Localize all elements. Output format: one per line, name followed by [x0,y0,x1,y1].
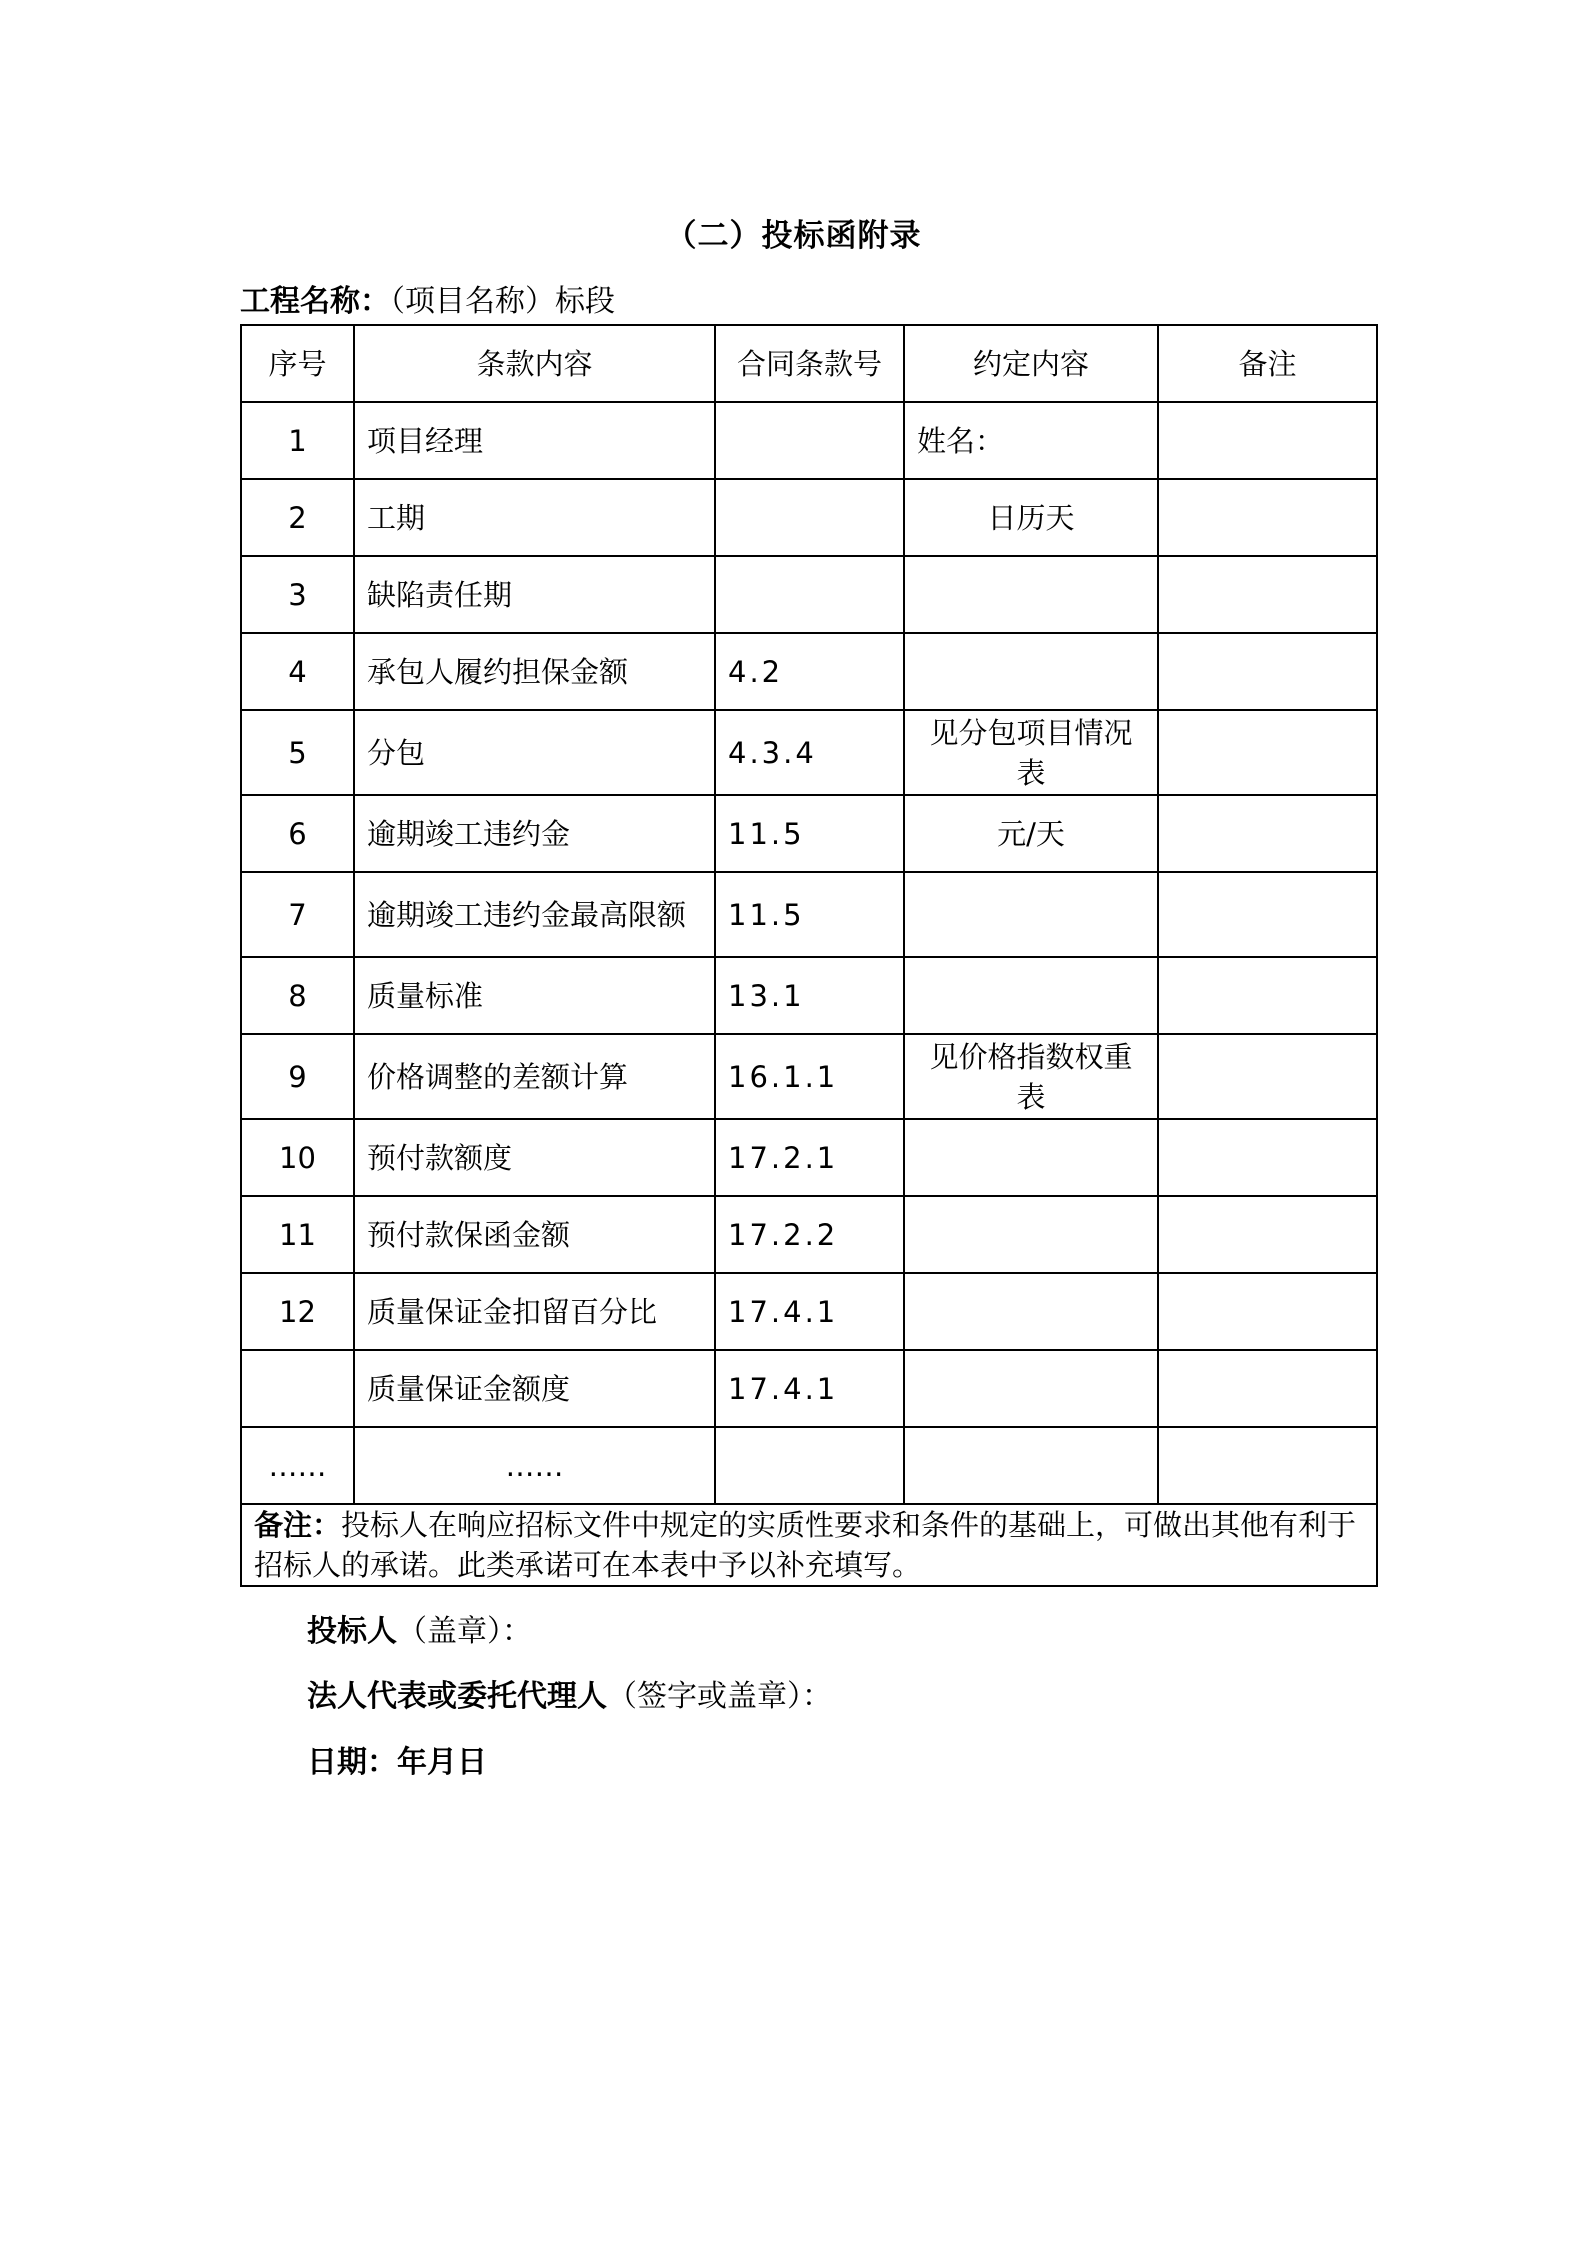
table-row [241,556,1377,633]
date-value: 年月日 [397,1745,487,1780]
cell-remark [1158,872,1377,957]
table-row [241,795,1377,872]
cell-remark [1158,1273,1377,1350]
cell-clause: 13.1 [715,957,904,1034]
header-clause: 合同条款号 [715,325,904,402]
cell-item: 预付款额度 [354,1119,715,1196]
cell-item: 承包人履约担保金额 [354,633,715,710]
cell-clause [715,556,904,633]
cell-no: 7 [241,872,354,957]
cell-no: 2 [241,479,354,556]
table-note-row [241,1504,1377,1586]
header-no: 序号 [241,325,354,402]
cell-clause: 17.2.1 [715,1119,904,1196]
table-header-row [241,325,1377,402]
cell-remark [1158,479,1377,556]
cell-item: 价格调整的差额计算 [354,1034,715,1119]
cell-item: 预付款保函金额 [354,1196,715,1273]
table-row [241,1196,1377,1273]
cell-remark [1158,710,1377,795]
cell-remark [1158,556,1377,633]
table-row [241,1034,1377,1119]
cell-no: 4 [241,633,354,710]
cell-clause: 16.1.1 [715,1034,904,1119]
cell-remark [1158,1427,1377,1504]
cell-clause: 4.2 [715,633,904,710]
cell-item: 逾期竣工违约金 [354,795,715,872]
cell-remark [1158,795,1377,872]
header-agreed: 约定内容 [904,325,1158,402]
cell-agreed [904,633,1158,710]
cell-no: 3 [241,556,354,633]
cell-item: 工期 [354,479,715,556]
cell-agreed [904,1427,1158,1504]
cell-agreed: 元/天 [904,795,1158,872]
table-row [241,402,1377,479]
page-title: （二）投标函附录 [665,218,922,254]
project-name-line [240,284,615,320]
date-line [307,1745,487,1781]
cell-item: …… [354,1427,715,1504]
cell-no [241,1350,354,1427]
date-label: 日期： [307,1745,397,1780]
representative-label: 法人代表或委托代理人 [307,1679,607,1714]
cell-clause: 17.4.1 [715,1350,904,1427]
cell-clause: 17.2.2 [715,1196,904,1273]
cell-agreed [904,872,1158,957]
cell-no: 1 [241,402,354,479]
cell-agreed: 姓名： [904,402,1158,479]
cell-item: 质量保证金扣留百分比 [354,1273,715,1350]
cell-clause: 11.5 [715,795,904,872]
cell-agreed [904,1119,1158,1196]
cell-clause [715,402,904,479]
cell-agreed [904,1196,1158,1273]
table-row [241,957,1377,1034]
table-row [241,1350,1377,1427]
cell-clause: 4.3.4 [715,710,904,795]
table-note [241,1504,1377,1586]
cell-remark [1158,1350,1377,1427]
cell-remark [1158,633,1377,710]
cell-clause: 17.4.1 [715,1273,904,1350]
cell-remark [1158,1119,1377,1196]
cell-agreed [904,1273,1158,1350]
cell-item: 缺陷责任期 [354,556,715,633]
cell-no: 12 [241,1273,354,1350]
header-remark: 备注 [1158,325,1377,402]
cell-item: 质量保证金额度 [354,1350,715,1427]
cell-agreed: 见分包项目情况表 [904,710,1158,795]
cell-item: 项目经理 [354,402,715,479]
cell-clause [715,1427,904,1504]
cell-agreed: 日历天 [904,479,1158,556]
cell-no: …… [241,1427,354,1504]
cell-clause: 11.5 [715,872,904,957]
cell-clause [715,479,904,556]
cell-agreed [904,556,1158,633]
table-row [241,1273,1377,1350]
cell-no: 10 [241,1119,354,1196]
cell-item: 分包 [354,710,715,795]
cell-remark [1158,402,1377,479]
cell-agreed [904,1350,1158,1427]
table-row [241,710,1377,795]
header-item: 条款内容 [354,325,715,402]
cell-no: 5 [241,710,354,795]
cell-no: 9 [241,1034,354,1119]
cell-agreed: 见价格指数权重表 [904,1034,1158,1119]
appendix-table [240,324,1378,1587]
table-row [241,1427,1377,1504]
representative-line [307,1679,832,1715]
bidder-label: 投标人 [307,1614,397,1649]
table-row [241,633,1377,710]
note-label: 备注： [254,1508,342,1542]
representative-suffix: （签字或盖章）： [607,1679,832,1714]
cell-no: 6 [241,795,354,872]
cell-remark [1158,1196,1377,1273]
cell-agreed [904,957,1158,1034]
bidder-suffix: （盖章）： [397,1614,532,1649]
cell-no: 11 [241,1196,354,1273]
cell-remark [1158,1034,1377,1119]
project-name-value: （项目名称）标段 [390,284,615,319]
table-row [241,1119,1377,1196]
cell-no: 8 [241,957,354,1034]
cell-remark [1158,957,1377,1034]
cell-item: 质量标准 [354,957,715,1034]
table-row [241,479,1377,556]
note-text: 投标人在响应招标文件中规定的实质性要求和条件的基础上，可做出其他有利于招标人的承诺。此类承诺可在本表中予以补充填写。 [254,1508,1357,1582]
project-name-label: 工程名称： [240,284,390,319]
cell-item: 逾期竣工违约金最高限额 [354,872,715,957]
table-row [241,872,1377,957]
bidder-line [307,1614,532,1650]
